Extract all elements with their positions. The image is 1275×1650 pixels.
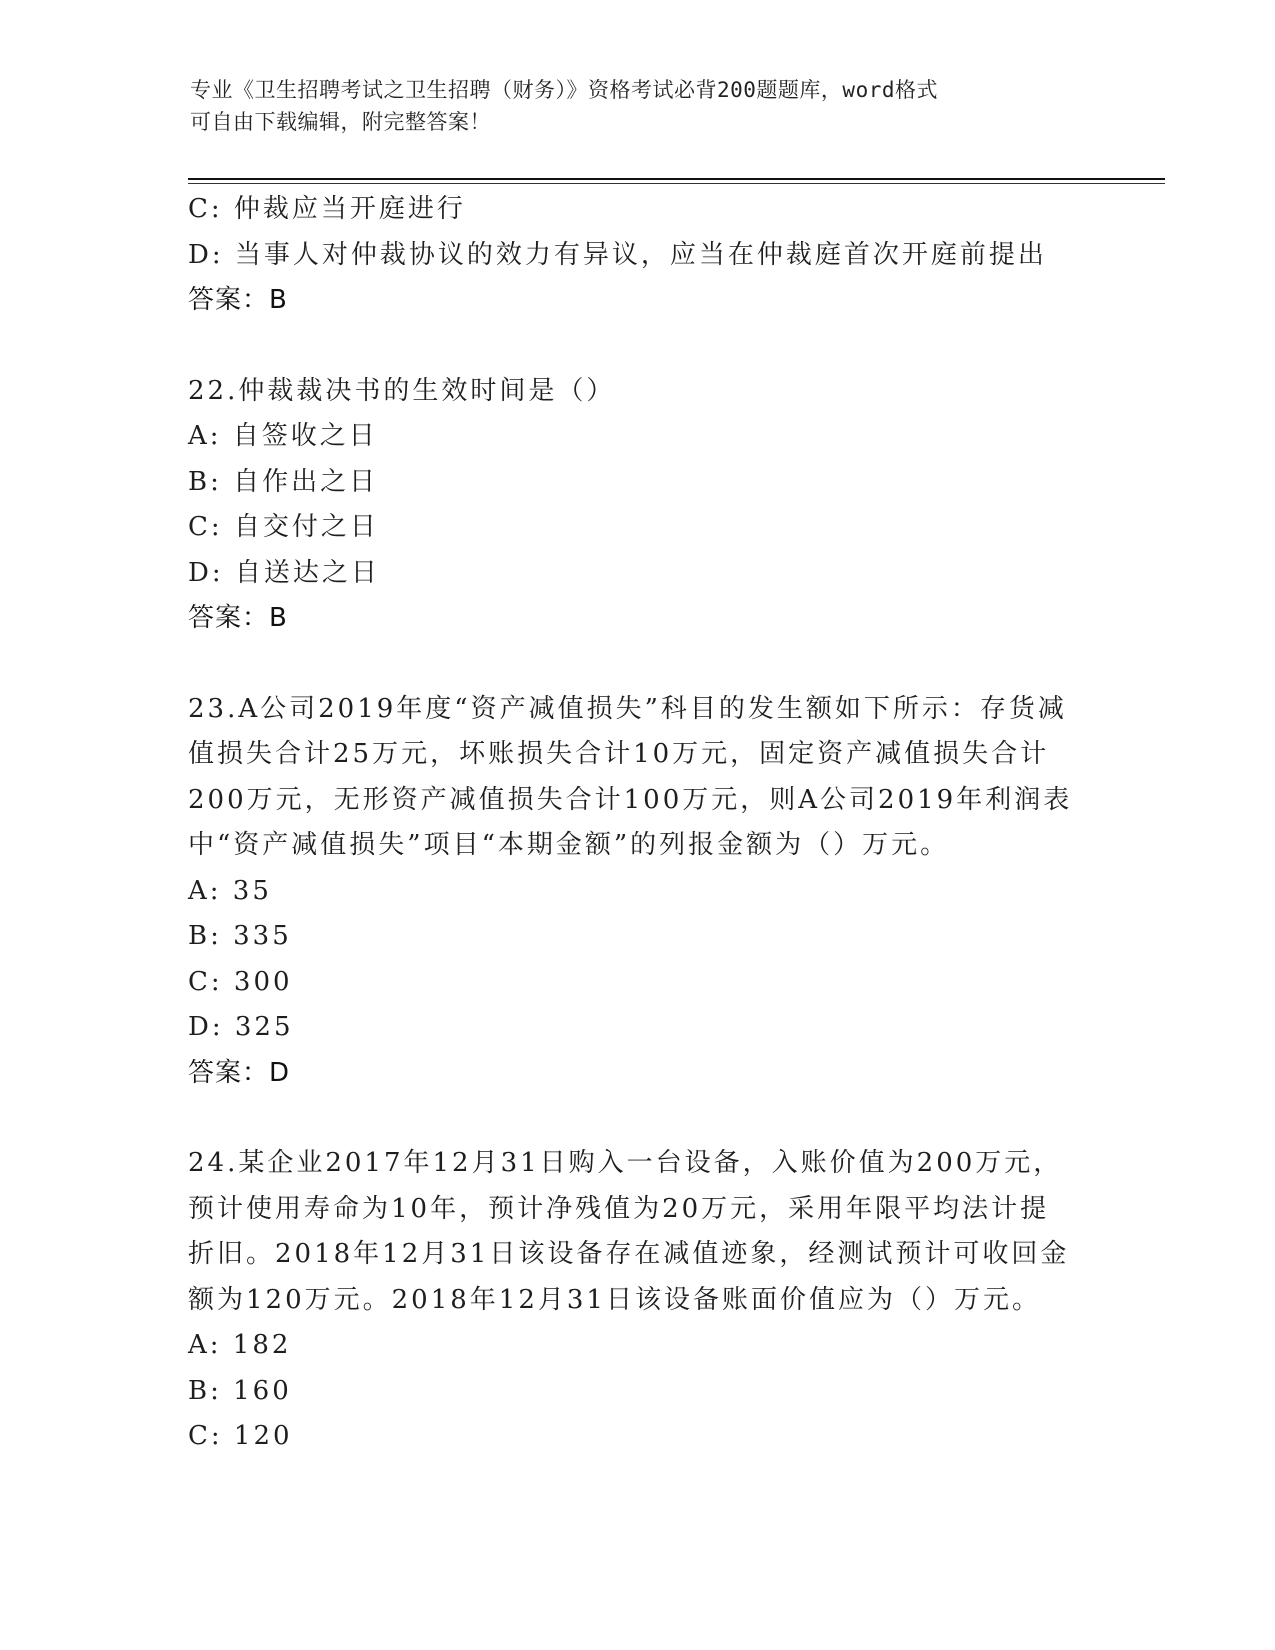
question-stem-line: 折旧。2018年12月31日该设备存在减值迹象，经测试预计可收回金: [188, 1239, 1070, 1269]
option-d: D: 当事人对仲裁协议的效力有异议，应当在仲裁庭首次开庭前提出: [188, 239, 1047, 270]
option-c: C: 仲裁应当开庭进行: [188, 194, 466, 224]
question-stem-line: 值损失合计25万元，坏账损失合计10万元，固定资产减值损失合计: [188, 739, 1050, 769]
option-b: B: 自作出之日: [188, 466, 379, 497]
header-divider-thick: [188, 178, 1165, 180]
question-stem-line: 预计使用寿命为10年，预计净残值为20万元，采用年限平均法计提: [188, 1193, 1050, 1224]
question-22: [188, 369, 1088, 642]
option-c: C: 自交付之日: [188, 512, 379, 542]
question-stem-line: 24.某企业2017年12月31日购入一台设备，入账价值为200万元，: [188, 1148, 1063, 1178]
question-stem-line: 中“资产减值损失”项目“本期金额”的列报金额为（）万元。: [188, 830, 950, 860]
question-21: [188, 187, 1088, 324]
question-stem-line: 额为120万元。2018年12月31日该设备账面价值应为（）万元。: [188, 1284, 1041, 1315]
question-23: [188, 687, 1088, 1097]
option-a: A: 182: [188, 1330, 292, 1360]
option-d: D: 325: [188, 1012, 294, 1042]
option-b: B: 160: [188, 1375, 292, 1406]
question-stem-line: 200万元，无形资产减值损失合计100万元，则A公司2019年利润表: [188, 784, 1073, 815]
option-a: A: 自签收之日: [188, 421, 378, 451]
header-divider-thin: [188, 183, 1165, 184]
header-title-line-2: 可自由下载编辑，附完整答案！: [190, 110, 491, 134]
option-c: C: 120: [188, 1421, 293, 1451]
question-list: [188, 187, 1088, 1460]
option-d: D: 自送达之日: [188, 557, 380, 588]
question-24: [188, 1141, 1088, 1460]
question-stem: 22.仲裁裁决书的生效时间是（）: [188, 375, 616, 406]
header-title-line-1: 专业《卫生招聘考试之卫生招聘（财务）》资格考试必背200题题库，word格式: [190, 78, 938, 102]
option-c: C: 300: [188, 966, 293, 997]
document-header: [190, 74, 1070, 138]
option-b: B: 335: [188, 921, 292, 951]
question-stem-line: 23.A公司2019年度“资产减值损失”科目的发生额如下所示：存货减: [188, 693, 1067, 724]
answer-label: 答案：B: [188, 603, 288, 633]
answer-label: 答案：D: [188, 1057, 291, 1088]
answer-label: 答案：B: [188, 285, 288, 315]
option-a: A: 35: [188, 875, 272, 906]
